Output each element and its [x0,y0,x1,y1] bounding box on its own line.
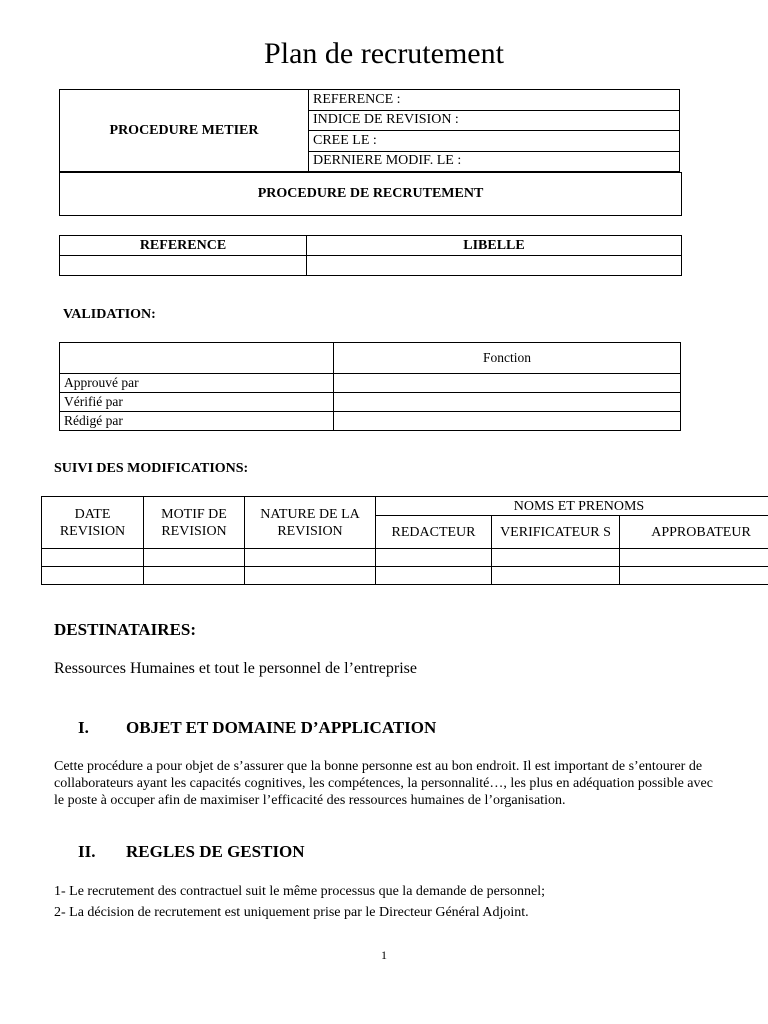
validation-table [59,342,681,431]
approuve-par-label: Approuvé par [60,374,334,393]
redige-par-label: Rédigé par [60,412,334,431]
nature-revision-header: NATURE DE LA REVISION [245,497,376,549]
indice-revision-field: INDICE DE REVISION : [309,110,680,131]
table-cell [492,567,620,585]
approuve-par-value [334,374,681,393]
page-number: 1 [381,948,387,962]
table-cell [245,567,376,585]
reference-cell [60,256,307,276]
reference-col-header: REFERENCE [60,236,307,256]
date-revision-header: DATE REVISION [42,497,144,549]
validation-label: VALIDATION: [63,307,156,322]
table-cell [144,549,245,567]
redacteur-header: REDACTEUR [376,516,492,549]
approbateur-header: APPROBATEUR [620,516,768,549]
validation-corner-cell [60,343,334,374]
verifie-par-value [334,393,681,412]
table-cell [620,567,768,585]
page-title: Plan de recrutement [264,37,504,70]
fonction-col-header: Fonction [334,343,681,374]
table-cell [376,549,492,567]
table-cell [492,549,620,567]
section-1-title: OBJET ET DOMAINE D’APPLICATION [126,718,437,737]
table-cell [620,549,768,567]
procedure-title-box: PROCEDURE DE RECRUTEMENT [59,172,682,216]
suivi-modifications-table [41,496,768,585]
libelle-cell [307,256,682,276]
derniere-modif-field: DERNIERE MODIF. LE : [309,151,680,172]
section-2-heading [78,842,305,862]
rule-1-text: 1- Le recrutement des contractuel suit le même processus que la demande de personnel; [54,884,545,899]
section-1-paragraph: Cette procédure a pour objet de s’assurer que la bonne personne est au bon endroit. Il est important de s’entourer de collaborateurs ayant les capacités cognitives, les compétences, la personnalité…, les plus en adéquation possible avec le poste à occuper afin de maximiser l’efficacité des ressources humaines de l’organisation. [54,759,713,808]
destinataires-heading: DESTINATAIRES: [54,620,197,639]
cree-le-field: CREE LE : [309,131,680,152]
table-cell [376,567,492,585]
suivi-modifications-label: SUIVI DES MODIFICATIONS: [54,461,249,476]
verifie-par-label: Vérifié par [60,393,334,412]
table-cell [42,549,144,567]
motif-revision-header: MOTIF DE REVISION [144,497,245,549]
table-cell [42,567,144,585]
rule-2-text: 2- La décision de recrutement est uniquement prise par le Directeur Général Adjoint. [54,905,529,920]
reference-libelle-table [59,235,682,276]
procedure-metier-label: PROCEDURE METIER [60,90,309,172]
section-1-heading [78,718,436,738]
table-cell [245,549,376,567]
section-2-title: REGLES DE GESTION [126,842,305,861]
verificateurs-header: VERIFICATEUR S [492,516,620,549]
destinataires-text: Ressources Humaines et tout le personnel de l’entreprise [54,660,417,677]
libelle-col-header: LIBELLE [307,236,682,256]
redige-par-value [334,412,681,431]
section-2-number: II. [78,842,96,861]
section-1-number: I. [78,718,89,737]
procedure-header-table [59,89,680,172]
reference-field: REFERENCE : [309,90,680,111]
noms-prenoms-header: NOMS ET PRENOMS [376,497,768,516]
table-cell [144,567,245,585]
